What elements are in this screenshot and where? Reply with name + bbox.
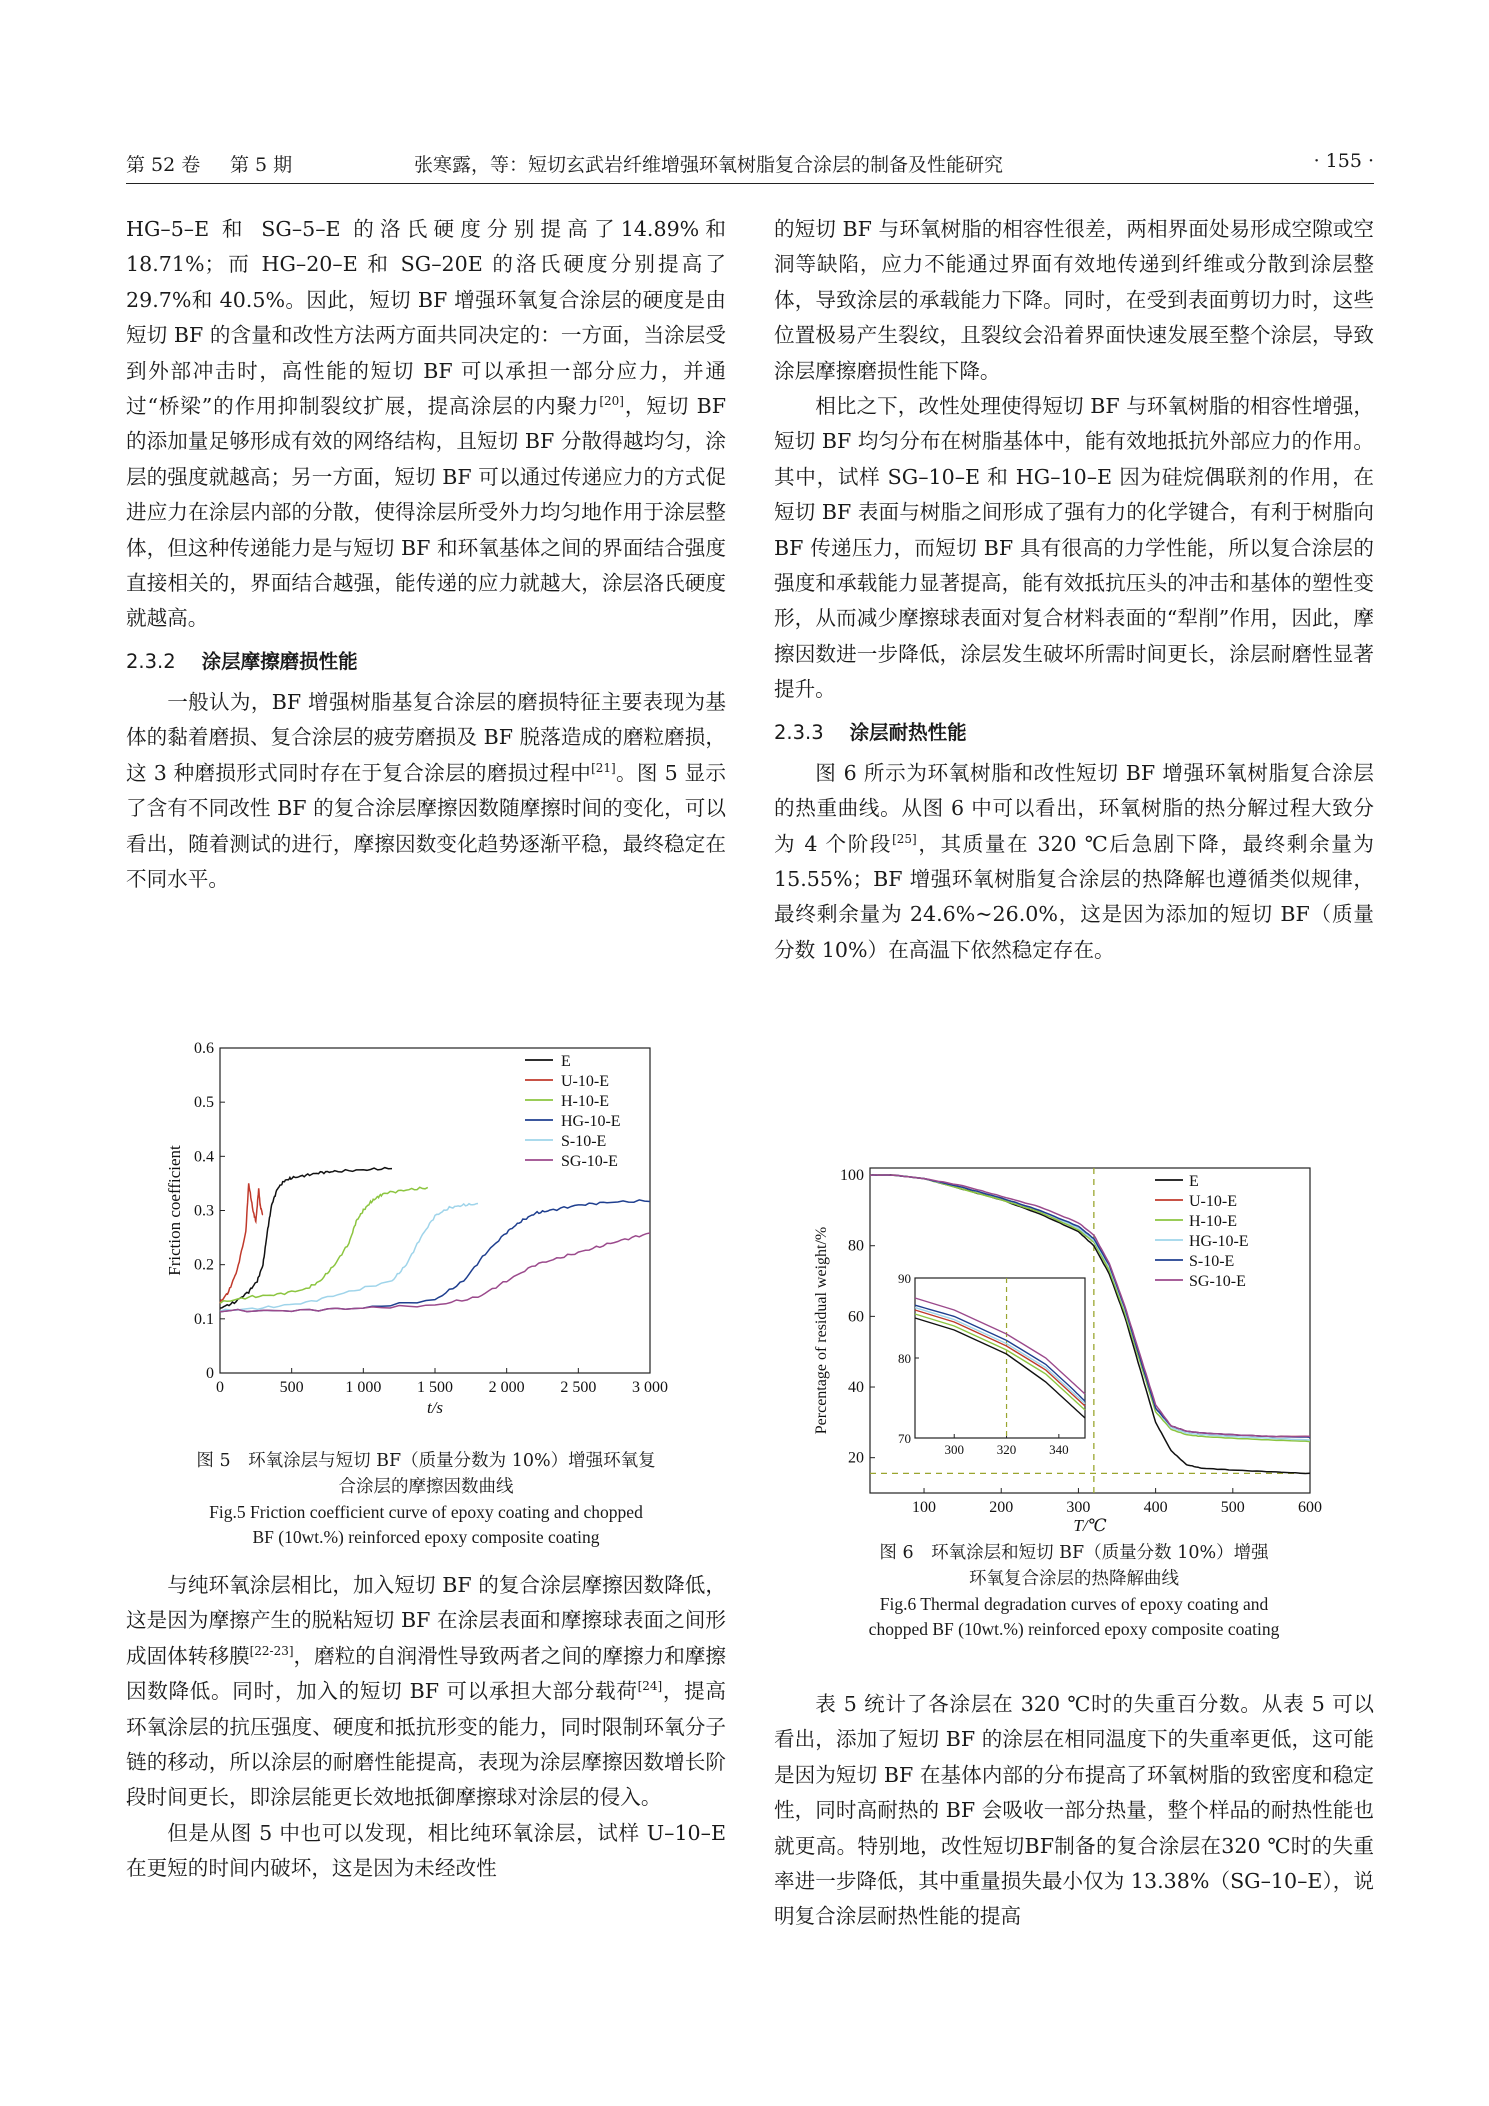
legend-label: HG-10-E bbox=[1189, 1233, 1249, 1250]
x-tick-label: 200 bbox=[989, 1499, 1014, 1516]
inset-x-tick-label: 300 bbox=[944, 1442, 964, 1457]
citation[interactable]: [22-23] bbox=[249, 1643, 294, 1658]
paragraph: 一般认为，BF 增强树脂基复合涂层的磨损特征主要表现为基体的黏着磨损、复合涂层的疲劳磨损及 BF 脱落造成的磨粒磨损，这 3 种磨损形式同时存在于复合涂层的磨损过程中[21]。图 5 显示了含有不同改性 BF 的复合涂层摩擦因数随摩擦时间的变化，可以看出，随着测试的进行，摩擦因数变化趋势逐渐平稳，最终稳定在不同水平。 bbox=[126, 689, 726, 891]
x-tick-label: 600 bbox=[1298, 1499, 1322, 1516]
citation[interactable]: [25] bbox=[892, 831, 917, 846]
y-tick-label: 20 bbox=[848, 1449, 864, 1467]
y-tick-label: 100 bbox=[840, 1167, 864, 1185]
series-line-s-10-e bbox=[220, 1204, 478, 1312]
y-tick-label: 0 bbox=[206, 1365, 214, 1382]
x-tick-label: 1 500 bbox=[417, 1379, 453, 1396]
caption-en: Fig.5 Friction coefficient curve of epoxy coating and chopped bbox=[209, 1502, 643, 1522]
x-axis-label: T/℃ bbox=[1073, 1516, 1107, 1535]
issue-label: 第 5 期 bbox=[230, 154, 293, 176]
x-tick-label: 0 bbox=[216, 1379, 224, 1396]
y-tick-label: 0.5 bbox=[194, 1094, 214, 1112]
legend-label: E bbox=[1189, 1173, 1199, 1190]
caption-cn: 图 6 环氧涂层和短切 BF（质量分数 10%）增强 bbox=[879, 1543, 1269, 1563]
right-column-lower bbox=[774, 1687, 1374, 1935]
y-tick-label: 80 bbox=[848, 1237, 864, 1255]
inset-y-tick-label: 80 bbox=[898, 1351, 911, 1366]
figure-6-caption bbox=[774, 1540, 1374, 1642]
y-tick-label: 0.4 bbox=[194, 1148, 214, 1166]
caption-cn: 图 5 环氧涂层与短切 BF（质量分数为 10%）增强环氧复 bbox=[196, 1451, 656, 1471]
series-line-h-10-e bbox=[220, 1187, 428, 1303]
inset-y-tick-label: 70 bbox=[898, 1431, 911, 1446]
y-tick-label: 0.3 bbox=[194, 1202, 214, 1220]
inset-x-tick-label: 340 bbox=[1049, 1442, 1069, 1457]
legend-label: H-10-E bbox=[561, 1093, 609, 1110]
inset-y-tick-label: 90 bbox=[898, 1271, 911, 1286]
volume-label: 第 52 卷 bbox=[126, 154, 201, 176]
citation[interactable]: [20] bbox=[599, 394, 624, 409]
legend-label: U-10-E bbox=[1189, 1193, 1237, 1210]
legend-label: SG-10-E bbox=[561, 1153, 618, 1170]
inset-chart bbox=[898, 1271, 1085, 1457]
paragraph: 与纯环氧涂层相比，加入短切 BF 的复合涂层摩擦因数降低，这是因为摩擦产生的脱粘短切 BF 在涂层表面和摩擦球表面之间形成固体转移膜[22-23]，磨粒的自润滑性导致两者之间的摩擦力和摩擦因数降低。同时，加入的短切 BF 可以承担大部分载荷[24]，提高环氧涂层的抗压强度、硬度和抵抗形变的能力，同时限制环氧分子链的移动，所以涂层的耐磨性能提高，表现为涂层摩擦因数增长阶段时间更长，即涂层能更长效地抵御摩擦球对涂层的侵入。 bbox=[126, 1573, 726, 1810]
left-column bbox=[126, 212, 726, 897]
running-header bbox=[126, 142, 1374, 184]
citation[interactable]: [21] bbox=[591, 760, 616, 775]
caption-en: BF (10wt.%) reinforced epoxy composite coating bbox=[252, 1527, 600, 1547]
paragraph: 图 6 所示为环氧树脂和改性短切 BF 增强环氧树脂复合涂层的热重曲线。从图 6 中可以看出，环氧树脂的热分解过程大致分为 4 个阶段[25]，其质量在 320 ℃后急剧下降，最终剩余量为 15.55%；BF 增强环氧树脂复合涂层的热降解也遵循类似规律，最终剩余量为 24.6%~26.0%，这是因为添加的短切 BF（质量分数 10%）在高温下依然稳定存在。 bbox=[774, 760, 1374, 962]
article-title: 张寒露，等：短切玄武岩纤维增强环氧树脂复合涂层的制备及性能研究 bbox=[414, 154, 1004, 176]
x-tick-label: 2 500 bbox=[560, 1379, 597, 1396]
inset-frame bbox=[915, 1278, 1085, 1438]
x-tick-label: 3 000 bbox=[632, 1379, 668, 1396]
paragraph: 但是从图 5 中也可以发现，相比纯环氧涂层，试样 U–10–E 在更短的时间内破坏，这是因为未经改性 bbox=[126, 1820, 726, 1881]
legend-label: U-10-E bbox=[561, 1073, 609, 1090]
x-tick-label: 400 bbox=[1143, 1499, 1168, 1516]
x-axis-label: t/s bbox=[426, 1398, 444, 1417]
section-heading-2-3-2: 2.3.2 涂层摩擦磨损性能 bbox=[126, 649, 358, 673]
figure-5-caption bbox=[126, 1448, 726, 1550]
inset-x-tick-label: 320 bbox=[996, 1442, 1017, 1457]
x-tick-label: 500 bbox=[1220, 1499, 1245, 1516]
y-tick-label: 40 bbox=[848, 1379, 864, 1397]
legend-label: E bbox=[561, 1053, 571, 1070]
right-column bbox=[774, 212, 1374, 968]
header-rule bbox=[126, 183, 1374, 184]
y-tick-label: 0.1 bbox=[194, 1310, 214, 1328]
legend-label: S-10-E bbox=[1189, 1253, 1235, 1270]
y-tick-label: 0.6 bbox=[194, 1040, 214, 1057]
section-heading-2-3-3: 2.3.3 涂层耐热性能 bbox=[774, 720, 967, 744]
figure-6 bbox=[800, 1150, 1340, 1555]
figure-5 bbox=[150, 1028, 700, 1448]
y-tick-label: 60 bbox=[848, 1308, 864, 1326]
caption-cn: 合涂层的摩擦因数曲线 bbox=[338, 1477, 514, 1497]
x-tick-label: 100 bbox=[912, 1499, 937, 1516]
citation[interactable]: [24] bbox=[637, 1679, 663, 1694]
x-tick-label: 500 bbox=[279, 1379, 304, 1396]
caption-en: Fig.6 Thermal degradation curves of epoxy coating and bbox=[879, 1594, 1269, 1614]
x-tick-label: 2 000 bbox=[488, 1379, 525, 1396]
legend-label: H-10-E bbox=[1189, 1213, 1237, 1230]
x-tick-label: 300 bbox=[1066, 1499, 1091, 1516]
paragraph: 相比之下，改性处理使得短切 BF 与环氧树脂的相容性增强，短切 BF 均匀分布在树脂基体中，能有效地抵抗外部应力的作用。其中，试样 SG–10–E 和 HG–10–E 因为硅烷偶联剂的作用，在短切 BF 表面与树脂之间形成了强有力的化学键合，有利于树脂向 BF 传递压力，而短切 BF 具有很高的力学性能，所以复合涂层的强度和承载能力显著提高，能有效抵抗压头的冲击和基体的塑性变形，从而减少摩擦球表面对复合材料表面的“犁削”作用，因此，摩擦因数进一步降低，涂层发生破坏所需时间更长，涂层耐磨性显著提升。 bbox=[774, 394, 1374, 702]
paragraph: 表 5 统计了各涂层在 320 ℃时的失重百分数。从表 5 可以看出，添加了短切 BF 的涂层在相同温度下的失重率更低，这可能是因为短切 BF 在基体内部的分布提高了环氧树脂的致密度和稳定性，同时高耐热的 BF 会吸收一部分热量，整个样品的耐热性能也就更高。特别地，改性短切BF制备的复合涂层在320 ℃时的失重率进一步降低，其中重量损失最小仅为 13.38%（SG–10–E），说明复合涂层耐热性能的提高 bbox=[774, 1692, 1374, 1929]
y-tick-label: 0.2 bbox=[194, 1256, 214, 1274]
y-axis-label: Percentage of residual weight/% bbox=[813, 1226, 830, 1435]
tga-chart bbox=[800, 1150, 1340, 1555]
friction-chart bbox=[150, 1028, 700, 1448]
legend-label: HG-10-E bbox=[561, 1113, 621, 1130]
paragraph: 的短切 BF 与环氧树脂的相容性很差，两相界面处易形成空隙或空洞等缺陷，应力不能通过界面有效地传递到纤维或分散到涂层整体，导致涂层的承载能力下降。同时，在受到表面剪切力时，这些位置极易产生裂纹，且裂纹会沿着界面快速发展至整个涂层，导致涂层摩擦磨损性能下降。 bbox=[774, 217, 1374, 383]
series-line-u-10-e bbox=[220, 1183, 263, 1303]
page-number: · 155 · bbox=[1313, 150, 1374, 172]
legend-label: SG-10-E bbox=[1189, 1273, 1246, 1290]
x-tick-label: 1 000 bbox=[345, 1379, 382, 1396]
paragraph: HG–5–E 和 SG–5–E 的洛氏硬度分别提高了14.89%和 18.71%；而 HG–20–E 和 SG–20E 的洛氏硬度分别提高了 29.7%和 40.5%。因此，短切 BF 增强环氧复合涂层的硬度是由短切 BF 的含量和改性方法两方面共同决定的：一方面，当涂层受到外部冲击时，高性能的短切 BF 可以承担一部分应力，并通过“桥梁”的作用抑制裂纹扩展，提高涂层的内聚力[20]，短切 BF 的添加量足够形成有效的网络结构，且短切 BF 分散得越均匀，涂层的强度就越高；另一方面，短切 BF 可以通过传递应力的方式促进应力在涂层内部的分散，使得涂层所受外力均匀地作用于涂层整体，但这种传递能力是与短切 BF 和环氧基体之间的界面结合强度直接相关的，界面结合越强，能传递的应力就越大，涂层洛氏硬度就越高。 bbox=[126, 217, 727, 631]
left-column-lower bbox=[126, 1568, 726, 1887]
caption-en: chopped BF (10wt.%) reinforced epoxy composite coating bbox=[868, 1619, 1280, 1639]
caption-cn: 环氧复合涂层的热降解曲线 bbox=[969, 1569, 1179, 1589]
y-axis-label: Friction coefficient bbox=[165, 1145, 184, 1276]
legend-label: S-10-E bbox=[561, 1133, 607, 1150]
